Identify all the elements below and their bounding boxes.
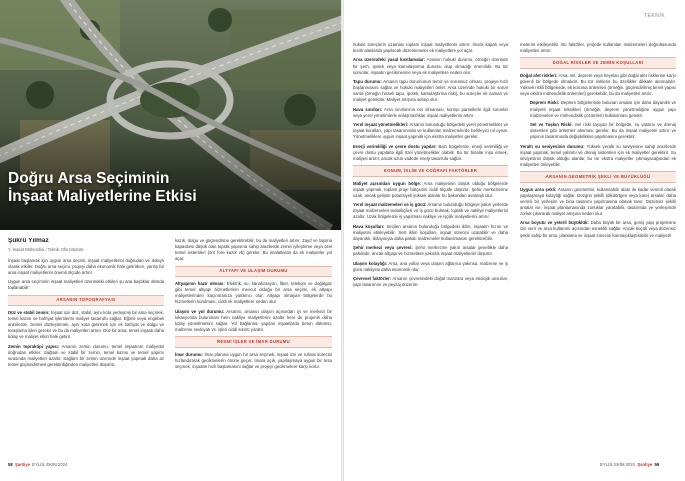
paragraph-body: İnşaat için düz, stabil, aynı kota yerleşmiş bir arsa seçmek, temel kazısı ve hafriyat işlemlerini maliyet tasarrufu sağlar. Eğimli veya engebeli arazilerde, zemini düzleştirmek, aynı kota getirmek için ek hafriyat ve dolgu ve teraşlama işleri gerekir ve bu da maliyetleri artırır. Düz bir arsa, temel inşaatı daha kolay ve maliyet etkin hale getirir. xyxy=(8,310,164,340)
text-column-4 xyxy=(520,42,676,460)
paragraph: Uygun arsa seçiminin inşaat maliyetleri üzerindeki etkileri şu ana başlıklar altında toplanabilir: xyxy=(8,279,164,291)
paragraph-lead: Sel ve Taşkın Riski: xyxy=(530,122,573,128)
magazine-brand: Şantiye xyxy=(15,462,30,467)
paragraph: kazık, dolgu ve güçlendirme gerektirebilir, bu da maliyetleri artırır. Zayıf ve taşıma kapasitesi düşük olan toprak yapısına sahip arazilerde zemin iyileştirme veya özel temel sistemleri (örn fore kazık vb) gerekir. Bu imalatlarda da ek maliyetler yol açar. xyxy=(175,238,332,262)
paragraph-lead: Deprem Riski: xyxy=(530,100,560,106)
magazine-brand: Şantiye xyxy=(637,462,653,467)
page-gutter xyxy=(341,0,344,481)
paragraph-lead: Düz ve stabil zemin: xyxy=(8,310,50,316)
paragraph xyxy=(175,281,332,305)
issue-date: EYLÜL EKİM 2024 xyxy=(32,462,68,467)
paragraph-lead: Doğal afet riskleri: xyxy=(520,72,558,78)
paragraph-body: Deprem bölgelerinde bulunan arsalar için daha dayanıklı ve maliyetli inşaat teknikleri (örneğin, deprem yönetmeliğine uygun yapı malzemeleri ve mühendislik çözümleri) kullanılması gerekir. xyxy=(530,100,676,118)
paragraph xyxy=(520,100,676,118)
paragraph xyxy=(353,122,508,140)
paragraph-lead: Yeraltı su seviyesinin durumu: xyxy=(520,143,585,149)
page-number: 59 xyxy=(654,462,660,467)
article-title-line2: İnşaat Maliyetlerine Etkisi xyxy=(8,188,197,205)
paragraph xyxy=(353,107,508,119)
paragraph-lead: Tapu durumu: xyxy=(353,79,382,85)
paragraph-body: Daha büyük bir arsa, geniş yapı projelerine izin verir ve arsa kullanımı açısından esneklik sağlar. Ancak küçük veya düzensiz şekle sahip bir arsa, planlama ve inşaat sürecini karmaşıklaştırabilir ve maliyetli xyxy=(520,220,676,238)
article-title-line1: Doğru Arsa Seçiminin xyxy=(8,170,170,187)
paragraph-body: Elektrik, su, kanalizasyon, fiber, telekom ve doğalgaz gibi temel altyapı hizmetlerinin mevcut olduğu bir arsa seçimi, ek altyapı maliyetlerinden kaçınmanıza yardımcı olur. Altyapı olmayan bölgelerde bu hizmetlerin kurulması, ciddi ek maliyetlere neden olur. xyxy=(175,280,332,305)
paragraph: melerini etkileyebilir. Bu faktörler, projede kullanılan malzemeleri doğrultusunda maliyetleri artırır. xyxy=(520,42,676,54)
hero-photo xyxy=(0,0,341,230)
paragraph-lead: Şehir merkezi veya çevresi: xyxy=(353,245,413,251)
paragraph xyxy=(8,344,164,368)
paragraph xyxy=(520,187,676,217)
paragraph-body: Arsanın zemin durumu, temel inşaatının maliyetini doğrudan etkiler. Sağlam ve stabil bir zemin, temel kazısı ve temel yapımı sırasında maliyetleri azaltır. Sağlam bir zemin üzerinde inşaat yapmak daha az temel güçlendirmesi gerektirdiğinden maliyetleri düşürür. xyxy=(8,343,164,368)
paragraph xyxy=(175,352,332,370)
paragraph-lead: Uygun arsa şekli: xyxy=(520,186,557,192)
paragraph-lead: Hava sınırları: xyxy=(353,106,383,112)
paragraph-body: Arsa sınırlarının net olmaması, komşu parsellerle ilgili sorunlar veya yerel yönetimlerle anlaşmazlıklar inşaat maliyetlerini artırır. xyxy=(353,106,508,118)
paragraph xyxy=(353,79,508,103)
paragraph xyxy=(520,220,676,238)
paragraph-body: Arsanın çevresindeki doğal manzara veya ekolojik unsurlar, yapı tasarımını ve peyzaj düzenle- xyxy=(353,276,508,288)
paragraph xyxy=(8,310,164,340)
section-heading: ALTYAPI VE ULAŞIM DURUMU xyxy=(175,266,332,277)
text-column-2 xyxy=(175,238,332,460)
paragraph-body: Arsanın, arsanın ulaşım açısından iyi ve merkezi bir lokasyonda bulunması hem nakliye maliyetlerini azaltır hem de projenin daha kolay yönetilmesini sağlar. Yol bağlantısı yapılan inşaatlarda beton dökümü, malzeme sevkiyatı vs. işleri ciddi sıkıntı yaratır. xyxy=(175,308,332,332)
paragraph-lead: Arsa boyutu ve yeterli büyüklük: xyxy=(520,220,589,226)
article-title xyxy=(8,170,338,206)
paragraph-lead: İmar durumu: xyxy=(175,351,203,357)
paragraph-lead: Ulaşım kolaylığı: xyxy=(353,260,388,266)
paragraph-body: Bazı bölgelerde, enerji verimliliği ve çevre dostu yapılarla ilgili özel yönetmelikler olabilir. Bu tür binalar inşa etmek, maliyeti artırır, ancak uzun vadede enerji tasarrufu sağlar. xyxy=(353,143,508,161)
section-heading: KONUM, İKLİM VE COĞRAFİ FAKTÖRLER xyxy=(353,165,508,176)
paragraph-body: Arsanın tapu durumunun temiz ve sorunsuz olması, projeye hızlı başlanmasını sağlar ve hukuki maliyetleri önler. Arsa üzerinde hukuki bir sorun varsa (örneğin hisseli tapu, ipotek, kamulaştırma riski), bu süreçler ek zaman ve maliyet gerektirir. Maliyet artışına sebep olur. xyxy=(353,79,508,103)
section-heading: DOĞAL RİSKLER VE ZEMİN KOŞULLARI xyxy=(520,57,676,68)
paragraph xyxy=(520,73,676,97)
paragraph xyxy=(175,309,332,333)
paragraph xyxy=(353,181,508,199)
paragraph xyxy=(353,276,508,288)
paragraph-body: Sel riski taşıyan bir bölgede, su yalıtımı ve drenaj sistemleri gibi önlemler alınması gerekir. Bu da inşaat maliyetini artırır ve yapının tasarımında değişikliklere yapılmasını gerektirir. xyxy=(530,122,676,140)
paragraph-body: Arsa maliyetinin düşük olduğu bölgelerde inşaat yapmak, toplam proje bütçesini ciddi ölçüde düşürür. Şehir merkezlerine uzak, ancak gelişim potansiyeli yüksek alanlar bu bakımdan avantajlı olur. xyxy=(353,180,508,198)
page-number: 58 xyxy=(8,462,13,467)
left-page-footer xyxy=(8,462,67,467)
paragraph-lead: Altyapının hazır olması: xyxy=(175,280,225,286)
paragraph-lead: Ulaşım ve yol durumu: xyxy=(175,308,225,314)
paragraph-body: Seçilen arsanın bulunduğu bölgedeki iklim, inşaatın hızını ve maliyetini etkileyebilir. Sert iklim koşulları, inşaat sürecini uzatabilir ve daha dayanıklı, dolayısıyla daha pahalı malzemeler kullanılmasını gerektirebilir. xyxy=(353,223,508,241)
paragraph-body: Arsanın bulunduğu bölgeye yakın yerlerde inşaat malzemeleri tedarikçileri ve iş gücü bulmak, lojistik ve nakliye maliyetlerini azaltır. Uzak bölgelerde iş yapılması nakliye ve işçilik maliyetlerini artırır. xyxy=(353,202,508,220)
paragraph xyxy=(353,224,508,242)
paragraph: hukuki süreçlerin uzaması toplam inşaat maliyetlerini artırır. İmara kapalı veya kısıtlı alanlarda yapılacak düzenlemeler ek maliyetlere yol açar. xyxy=(353,42,508,54)
author-name: Şükrü Yılmaz xyxy=(8,238,49,244)
author-affiliation: Y. İnşaat Mühendisi / Teknik Ofis Müdürü xyxy=(8,246,84,252)
paragraph-body: Şehir merkezine yakın arsalar genellikle daha pahalıdır, ancak altyapı ve hizmetlere yakınlık inşaat maliyetlerini düşürür. xyxy=(353,245,508,257)
paragraph-body: Arsa, ana yollar veya ulaşım ağlarına yakınsa, malzeme ve iş gücü nakliyesi daha ekonomik olur. xyxy=(353,260,508,272)
paragraph xyxy=(520,122,676,140)
paragraph-body: Arsanın bulunduğu bölgedeki yerel yönetmelikler ve inşaat kuralları, yapı tasarımında ve kullanılan malzemelerde belirleyici rol oynar. Yönetmeliklere uygun inşaat yapmak için ekstra maliyetler gerekir. xyxy=(353,122,508,140)
paragraph xyxy=(520,144,676,168)
text-column-1 xyxy=(8,238,164,460)
paragraph-lead: Yerel inşaat yönetmelikleri: xyxy=(353,122,409,128)
paragraph-body: Arsa, sel, deprem veya heyelan gibi doğal afet risklerine karşı güvenli bir bölgede olmalıdır. Bu tür risklerin bu özellikler dikkate alınmalıdır. Yüksek riskli bölgelerde, ek koruma önlemleri (örneğin, güçlendirilmiş temel yapısı veya ekstra mühendislik önlemleri) gerekebilir, bu da maliyetleri artırır. xyxy=(520,72,676,97)
paragraph-body: İmar planına uygun bir arsa seçmek, inşaat izni ve ruhsat sürecini hızlandırarak gecikmelerin önüne geçer. İmara açık, yapılaşmaya uygun bir arsa seçmek, inşaatın hızlı başlamasını sağlar ve projeyi gecikmelere karşı korur. xyxy=(175,351,332,369)
paragraph xyxy=(353,261,508,273)
issue-date: EYLÜL EKİM 2024 xyxy=(600,462,635,467)
paragraph-lead: Hava koşulları: xyxy=(353,223,385,229)
paragraph xyxy=(353,202,508,220)
paragraph xyxy=(353,57,508,75)
text-column-3 xyxy=(353,42,508,460)
paragraph-body: Arsanın hukuki durumu, örneğin üzerinde bir şerh, ipotek veya kamulaştırma durumu olup olmadığı önemlidir. Bu tür sorunlar, inşaatın gecikmesine veya ek maliyetlere neden olur. xyxy=(353,57,508,75)
right-page-footer xyxy=(600,462,659,467)
paragraph: İnşaat başlamak için uygun arsa seçimi, inşaat maliyetlerini doğrudan ve dolaylı olarak etkiler. Doğru arsa seçimi, projeyi daha ekonomik hale getirirken, yanlış bir arsa inşaat maliyetlerini önemli ölçüde artırır. xyxy=(8,257,164,275)
paragraph xyxy=(353,245,508,257)
paragraph-body: Arsanın geometrisi, kullanılabilir alanı ile kadar verimli olarak yapılaşmaya kolaylığı sağlar. Düzgün şekilli (dikdörtgen veya kare) arsalar, daha verimli bir yerleşim ve bina tasarımı yapılmasına olanak tanır. Düzensiz şekilli arsalar ise, inşaat planlamasında zorluklar yaratabilir, tasarımda ve yerleşimde zorluk çıkararak maliyet artışına neden olur. xyxy=(520,186,676,216)
paragraph-body: Yüksek yeraltı su seviyesine sahip arazilerde inşaat yapmak, temel yalıtımı ve drenaj sistemleri için ek maliyetler gerektirir. Su seviyesinin düşük olduğu alanlar, bu tür ekstra maliyetler çıkmayacağından ek maliyetleri önleyebilir. xyxy=(520,143,676,167)
paragraph-lead: Enerji verimliliği ve çevre dostu yapılar: xyxy=(353,143,437,149)
section-heading: ARSANIN GEOMETRİK ŞEKLİ VE BÜYÜKLÜĞÜ xyxy=(520,171,676,182)
paragraph-lead: Çevresel faktörler: xyxy=(353,276,392,282)
paragraph-lead: Maliyet açısından uygun bölge: xyxy=(353,180,422,186)
paragraph-lead: Arsa üzerindeki yasal kısıtlamalar: xyxy=(353,57,426,63)
section-tag: TEKNİK xyxy=(644,13,666,19)
section-heading: RESMİ İŞLER VE İMAR DURUMU xyxy=(175,336,332,347)
section-heading: ARSANIN TOPOGRAFYASI xyxy=(8,295,164,306)
paragraph-lead: Zemin topraktipi yapısı: xyxy=(8,343,60,349)
paragraph xyxy=(353,144,508,162)
paragraph-lead: Yerel inşaat malzemeleri ve iş gücü: xyxy=(353,202,427,208)
